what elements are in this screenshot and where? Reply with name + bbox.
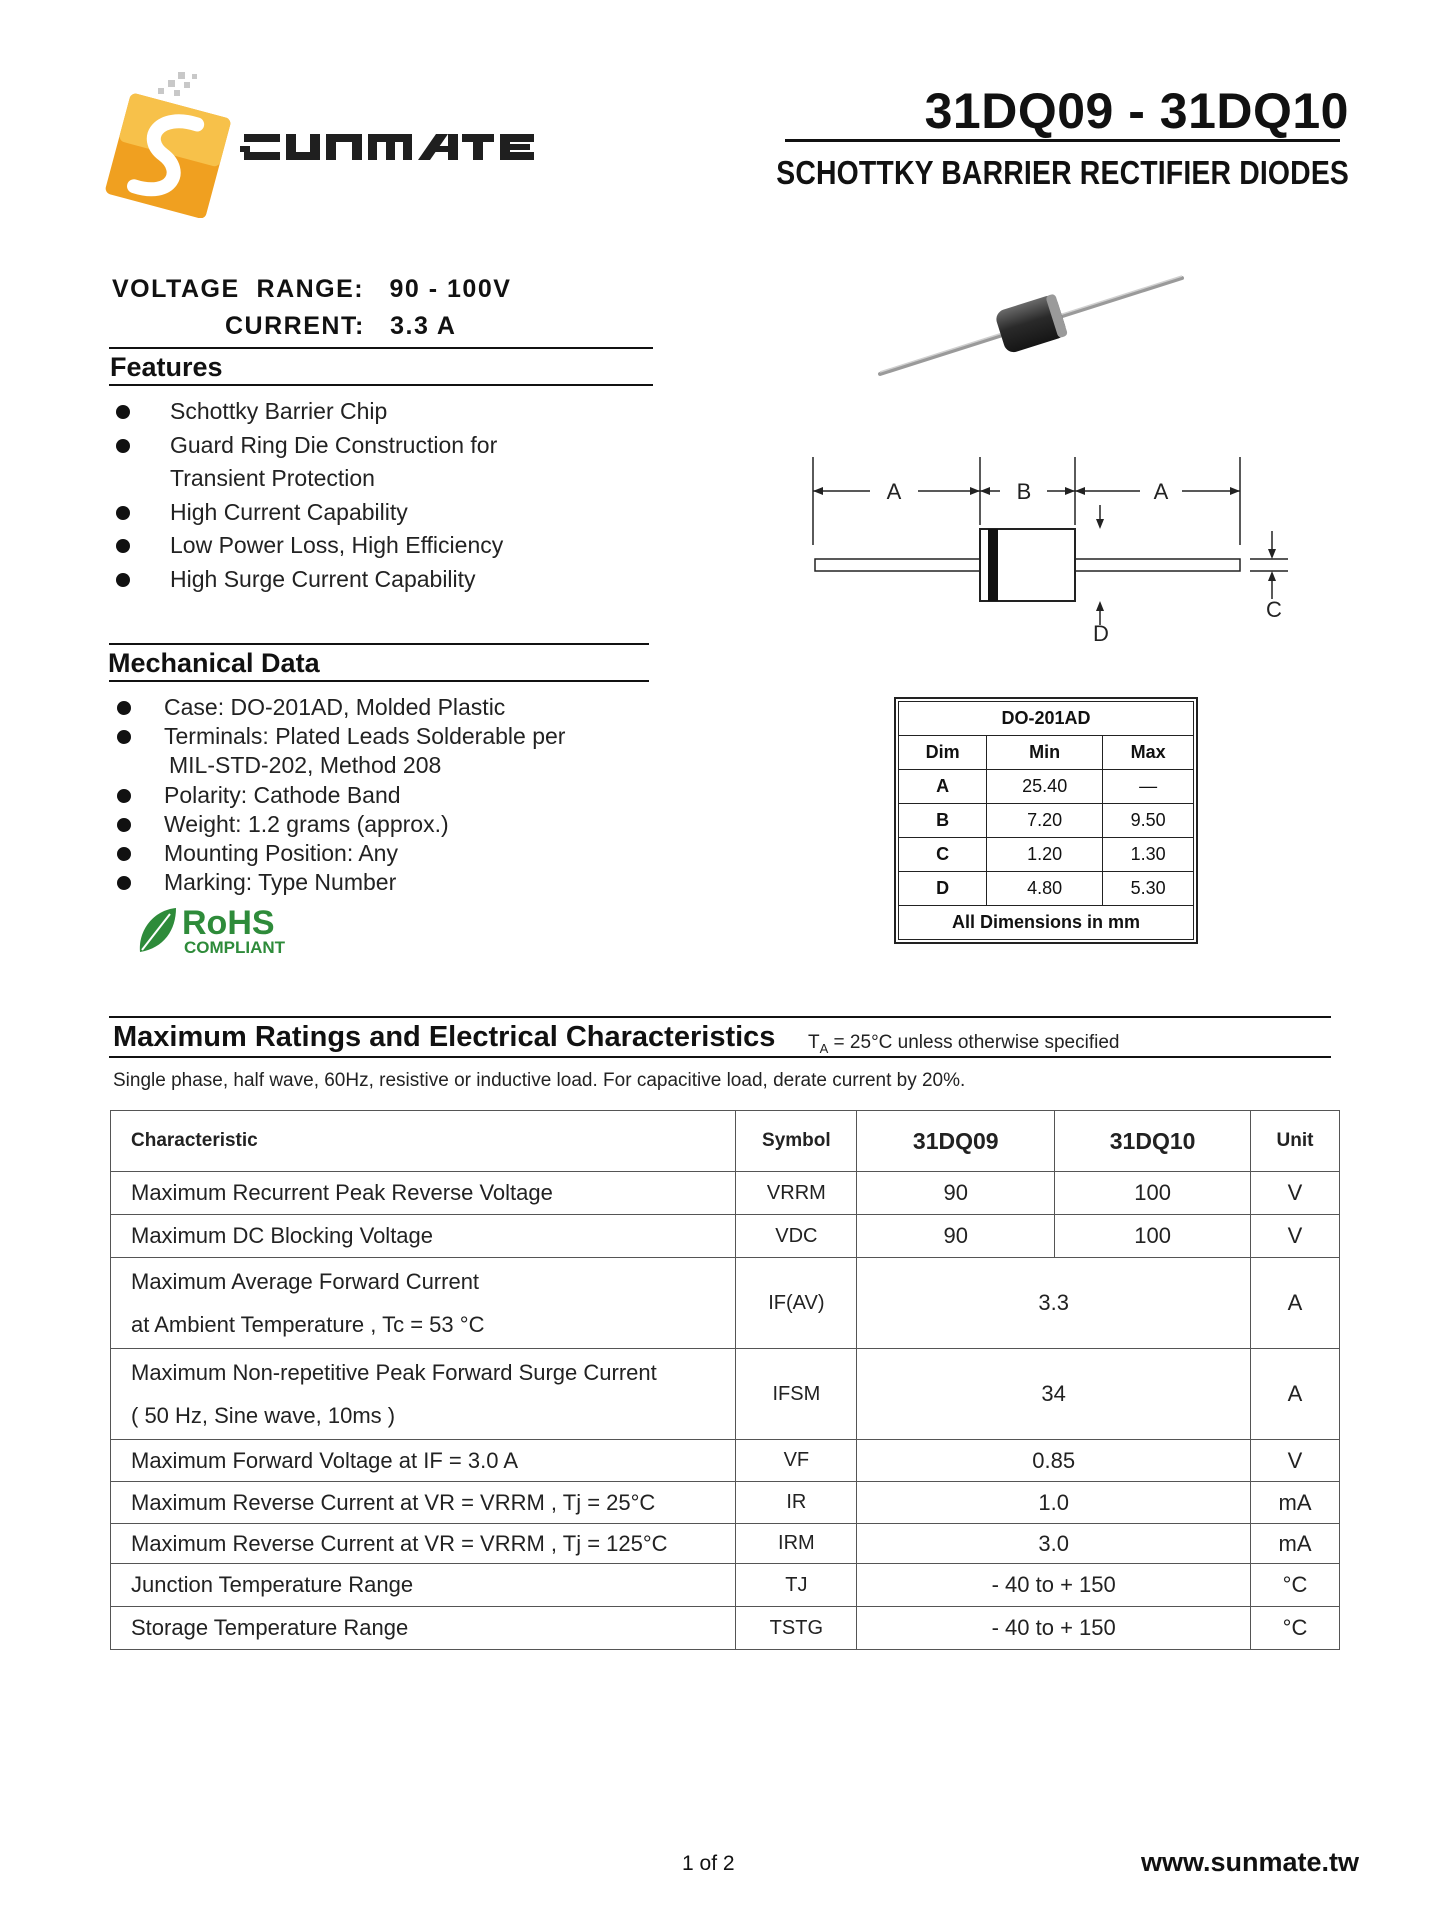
list-item: Polarity: Cathode Band <box>112 781 672 810</box>
table-row: B 7.20 9.50 <box>899 804 1194 838</box>
bullet-icon <box>116 506 130 520</box>
table-header: 31DQ09 <box>857 1111 1055 1172</box>
mechanical-rule-bottom <box>109 680 649 682</box>
table-row: Maximum Reverse Current at VR = VRRM , Tj = 125°C IRM 3.0 mA <box>111 1524 1340 1564</box>
table-row: C 1.20 1.30 <box>899 838 1194 872</box>
dim-label-a2: A <box>1153 479 1169 504</box>
list-item: Mounting Position: Any <box>112 839 672 868</box>
list-item: Weight: 1.2 grams (approx.) <box>112 810 672 839</box>
table-header: Max <box>1103 736 1194 770</box>
part-number-title: 31DQ09 - 31DQ10 <box>924 83 1349 139</box>
table-row: Maximum DC Blocking Voltage VDC 90 100 V <box>111 1215 1340 1258</box>
rohs-compliant-logo <box>136 900 306 960</box>
dim-label-c: C <box>1266 597 1282 622</box>
table-row: D 4.80 5.30 <box>899 872 1194 906</box>
bullet-icon <box>116 439 130 453</box>
dim-label-a: A <box>886 479 902 504</box>
diode-dimension-drawing <box>810 455 1310 655</box>
table-row: Maximum Forward Voltage at IF = 3.0 A VF 0.85 V <box>111 1440 1340 1482</box>
dimensions-table-frame <box>894 697 1198 944</box>
list-item: Schottky Barrier Chip <box>112 395 672 429</box>
ratings-condition: $T_A = 25^\circ C$ unless otherwise specified <box>808 1032 1120 1056</box>
list-item: Marking: Type Number <box>112 868 672 897</box>
bullet-icon <box>117 730 131 744</box>
diode-photo <box>876 272 1186 382</box>
voltage-range <box>112 275 511 304</box>
bullet-icon <box>116 405 130 419</box>
list-item: High Surge Current Capability <box>112 563 672 597</box>
list-item: Case: DO-201AD, Molded Plastic <box>112 693 672 722</box>
table-header: Unit <box>1251 1111 1340 1172</box>
dimensions-footer: All Dimensions in mm <box>899 906 1194 940</box>
table-header-row <box>111 1111 1340 1172</box>
table-header: Characteristic <box>111 1111 736 1172</box>
voltage-range-label: VOLTAGE RANGE: <box>112 275 365 303</box>
features-list <box>112 395 672 596</box>
table-header: Dim <box>899 736 987 770</box>
ratings-rule-top <box>109 1016 1331 1018</box>
list-item: Low Power Loss, High Efficiency <box>112 529 672 563</box>
dim-label-d: D <box>1093 621 1109 646</box>
ratings-heading: Maximum Ratings and Electrical Characteristics <box>113 1021 776 1053</box>
sunmate-logo <box>96 68 546 218</box>
table-header: Symbol <box>736 1111 857 1172</box>
features-rule-top <box>109 347 653 349</box>
list-item: High Current Capability <box>112 496 672 530</box>
table-header: Min <box>987 736 1103 770</box>
bullet-icon <box>117 876 131 890</box>
dim-label-b: B <box>1016 479 1032 504</box>
bullet-icon <box>117 847 131 861</box>
title-rule <box>785 139 1340 142</box>
bullet-icon <box>117 818 131 832</box>
bullet-icon <box>116 539 130 553</box>
table-row: Junction Temperature Range TJ - 40 to + 150 °C <box>111 1564 1340 1607</box>
document-subtitle: SCHOTTKY BARRIER RECTIFIER DIODES <box>776 154 1349 191</box>
page-number: 1 of 2 <box>682 1852 735 1875</box>
dimensions-package: DO-201AD <box>899 702 1194 736</box>
table-row: A 25.40 — <box>899 770 1194 804</box>
ratings-note: Single phase, half wave, 60Hz, resistive or inductive load. For capacitive load, derate current by 20%. <box>113 1070 966 1091</box>
features-rule-bottom <box>109 384 653 386</box>
rohs-compliant-text: COMPLIANT <box>184 938 286 957</box>
table-row: Maximum Recurrent Peak Reverse Voltage VRRM 90 100 V <box>111 1172 1340 1215</box>
bullet-icon <box>117 789 131 803</box>
rohs-text: RoHS <box>182 904 275 942</box>
features-heading: Features <box>110 352 223 382</box>
table-row: Maximum Non-repetitive Peak Forward Surge Current ( 50 Hz, Sine wave, 10ms ) IFSM 34 A <box>111 1349 1340 1440</box>
voltage-range-value: 90 - 100V <box>389 275 512 303</box>
current-label: CURRENT: <box>225 312 365 340</box>
mechanical-heading: Mechanical Data <box>108 648 320 678</box>
ratings-rule-bottom <box>109 1056 1331 1058</box>
mechanical-rule-top <box>109 643 649 645</box>
table-row: Maximum Average Forward Current at Ambient Temperature , Tc = 53 °C IF(AV) 3.3 A <box>111 1258 1340 1349</box>
bullet-icon <box>117 701 131 715</box>
table-row: Storage Temperature Range TSTG - 40 to + 150 °C <box>111 1607 1340 1650</box>
list-item: Guard Ring Die Construction for Transient Protection <box>112 429 672 496</box>
dimensions-table <box>898 701 1194 940</box>
current-rating <box>225 312 456 341</box>
table-row: Maximum Reverse Current at VR = VRRM , Tj = 25°C IR 1.0 mA <box>111 1482 1340 1524</box>
website-link[interactable]: www.sunmate.tw <box>1140 1847 1359 1877</box>
mechanical-list <box>112 693 672 897</box>
table-header: 31DQ10 <box>1055 1111 1251 1172</box>
list-item: Terminals: Plated Leads Solderable per MIL-STD-202, Method 208 <box>112 722 672 780</box>
ratings-table <box>110 1110 1340 1650</box>
bullet-icon <box>116 573 130 587</box>
current-value: 3.3 A <box>390 312 457 340</box>
